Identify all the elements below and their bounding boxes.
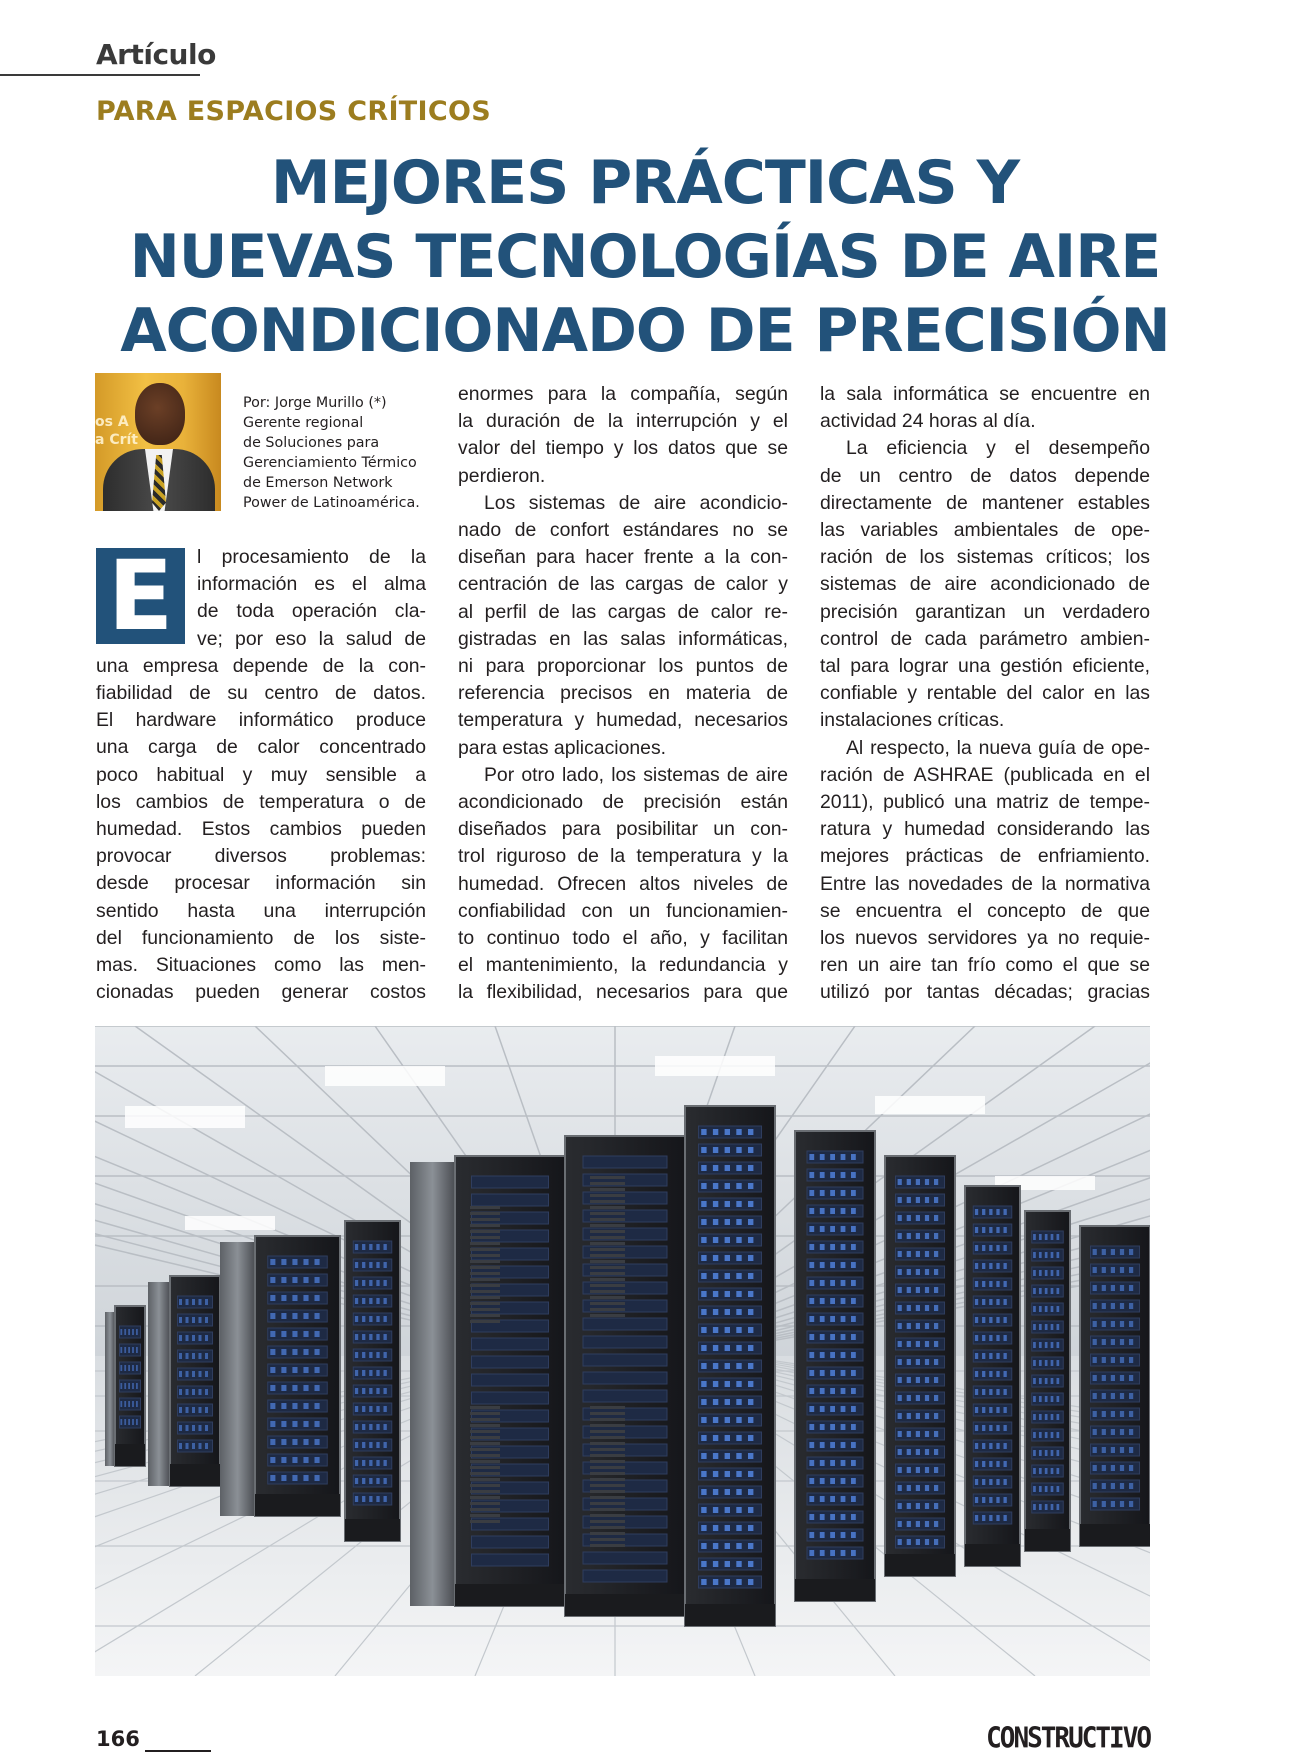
body-text-line: to continuo todo el año, y facilitan: [458, 927, 788, 950]
body-text-line: ren un aire tan frío como el que se: [820, 954, 1150, 977]
body-text-line: ratura y humedad considerando las: [820, 818, 1150, 841]
page-number-rule: [145, 1750, 211, 1752]
headline-line: ACONDICIONADO DE PRECISIÓN: [120, 296, 1170, 366]
headline: [60, 146, 1230, 368]
body-text-line: mas. Situaciones como las men-: [96, 954, 426, 977]
body-text-line: la duración de la interrupción y el: [458, 410, 788, 433]
body-text-line: Los sistemas de aire acondicio-: [484, 491, 788, 514]
page-number: 166: [96, 1727, 140, 1751]
drop-cap: E: [96, 548, 185, 644]
body-text-line: 2011), publicó una matriz de tempe-: [820, 791, 1150, 814]
section-label: Artículo: [96, 38, 216, 71]
body-text-line: de toda operación cla-: [197, 600, 426, 623]
author-photo: [95, 373, 221, 511]
body-text-line: enormes para la compañía, según: [458, 383, 788, 405]
body-text-line: El hardware informático produce: [96, 709, 426, 732]
body-text-line: centración de las cargas de calor y: [458, 573, 788, 596]
body-text-line: temperatura y humedad, necesarios: [458, 709, 788, 732]
body-text-line: una empresa depende de la con-: [96, 654, 426, 677]
byline-line: Por: Jorge Murillo (*): [243, 395, 387, 411]
data-center-photo: [95, 1026, 1150, 1676]
body-text-line: poco habitual y muy sensible a: [96, 763, 426, 786]
body-text-line: mejores prácticas de enfriamiento.: [820, 845, 1150, 868]
body-text-line: tal para lograr una gestión eficiente,: [820, 655, 1150, 678]
body-text-line: se encuentra el concepto de que: [820, 899, 1150, 922]
body-text-line: confiable y rentable del calor en las: [820, 682, 1150, 705]
body-text-line: información es el alma: [197, 573, 426, 596]
body-column-2: [458, 381, 788, 1007]
author-photo-lettering: os A a Crít: [95, 414, 138, 448]
body-text-line: gistradas en las salas informáticas,: [458, 627, 788, 650]
body-text-line: Al respecto, la nueva guía de ope-: [846, 736, 1150, 759]
byline-line: Gerenciamiento Térmico: [243, 455, 417, 471]
body-text-line: referencia precisos en materia de: [458, 682, 788, 705]
body-text-line: precisión garantizan un verdadero: [820, 600, 1150, 623]
body-text-line: una carga de calor concentrado: [96, 736, 426, 759]
body-text-line: ni para proporcionar los puntos de: [458, 655, 788, 678]
body-text-line: directamente de mantener estables: [820, 491, 1150, 514]
byline-line: Power de Latinoamérica.: [243, 495, 420, 511]
body-text-line: diseñados para posibilitar un con-: [458, 818, 788, 841]
body-text-line: fiabilidad de su centro de datos.: [96, 682, 426, 705]
body-text-line: las variables ambientales de ope-: [820, 519, 1150, 542]
body-text-line: valor del tiempo y los datos que se: [458, 437, 788, 460]
body-text-line: La eficiencia y el desempeño: [846, 437, 1150, 460]
author-byline: [243, 393, 433, 513]
body-text-line: control de cada parámetro ambien-: [820, 627, 1150, 650]
body-column-3: [820, 381, 1150, 1007]
body-text-line: ración de los sistemas críticos; los: [820, 546, 1150, 569]
body-text-line: la sala informática se encuentre en: [820, 383, 1150, 405]
body-text-line: sistemas de aire acondicionado de: [820, 573, 1150, 596]
body-text-line: al perfil de las cargas de calor re-: [458, 600, 788, 623]
body-text-line: cionadas pueden generar costos: [96, 981, 426, 1004]
headline-line: NUEVAS TECNOLOGÍAS DE AIRE: [129, 222, 1161, 292]
body-text-line: nado de confort estándares no se: [458, 519, 788, 542]
body-text-line: de un centro de datos depende: [820, 464, 1150, 487]
byline-line: de Soluciones para: [243, 435, 380, 451]
headline-line: MEJORES PRÁCTICAS Y: [270, 148, 1020, 218]
body-text-line: ración de ASHRAE (publicada en el: [820, 763, 1150, 786]
body-text-line: del funcionamiento de los siste-: [96, 926, 426, 949]
body-text-line: l procesamiento de la: [197, 546, 426, 568]
body-text-line: acondicionado de precisión están: [458, 791, 788, 814]
magazine-name: CONSTRUCTIVO: [986, 1722, 1150, 1755]
body-column-1: [96, 544, 426, 1006]
body-text-line: humedad. Ofrecen altos niveles de: [458, 872, 788, 895]
body-text-line: Entre las novedades de la normativa: [820, 872, 1150, 895]
byline-line: de Emerson Network: [243, 475, 393, 491]
byline-line: Gerente regional: [243, 415, 364, 431]
body-text-line: los nuevos servidores ya no requie-: [820, 927, 1150, 950]
section-rule: [0, 74, 200, 76]
body-text-line: instalaciones críticas.: [820, 709, 1005, 732]
body-text-line: para estas aplicaciones.: [458, 736, 667, 759]
body-text-line: ve; por eso la salud de: [197, 627, 426, 650]
body-text-line: humedad. Estos cambios pueden: [96, 818, 426, 841]
body-text-line: provocar diversos problemas:: [96, 845, 426, 868]
body-text-line: sentido hasta una interrupción: [96, 899, 426, 922]
body-text-line: diseñan para hacer frente a la con-: [458, 546, 788, 569]
body-text-line: la flexibilidad, necesarios para que: [458, 981, 788, 1004]
body-text-line: los cambios de temperatura o de: [96, 790, 426, 813]
kicker: PARA ESPACIOS CRÍTICOS: [96, 96, 491, 127]
body-text-line: perdieron.: [458, 464, 546, 487]
body-text-line: el mantenimiento, la redundancia y: [458, 954, 788, 977]
body-text-line: Por otro lado, los sistemas de aire: [484, 763, 788, 786]
body-text-line: utilizó por tantas décadas; gracias: [820, 981, 1150, 1004]
body-text-line: actividad 24 horas al día.: [820, 410, 1036, 433]
body-text-line: trol riguroso de la temperatura y la: [458, 845, 788, 868]
body-text-line: confiabilidad con un funcionamien-: [458, 899, 788, 922]
body-text-line: desde procesar información sin: [96, 872, 426, 895]
